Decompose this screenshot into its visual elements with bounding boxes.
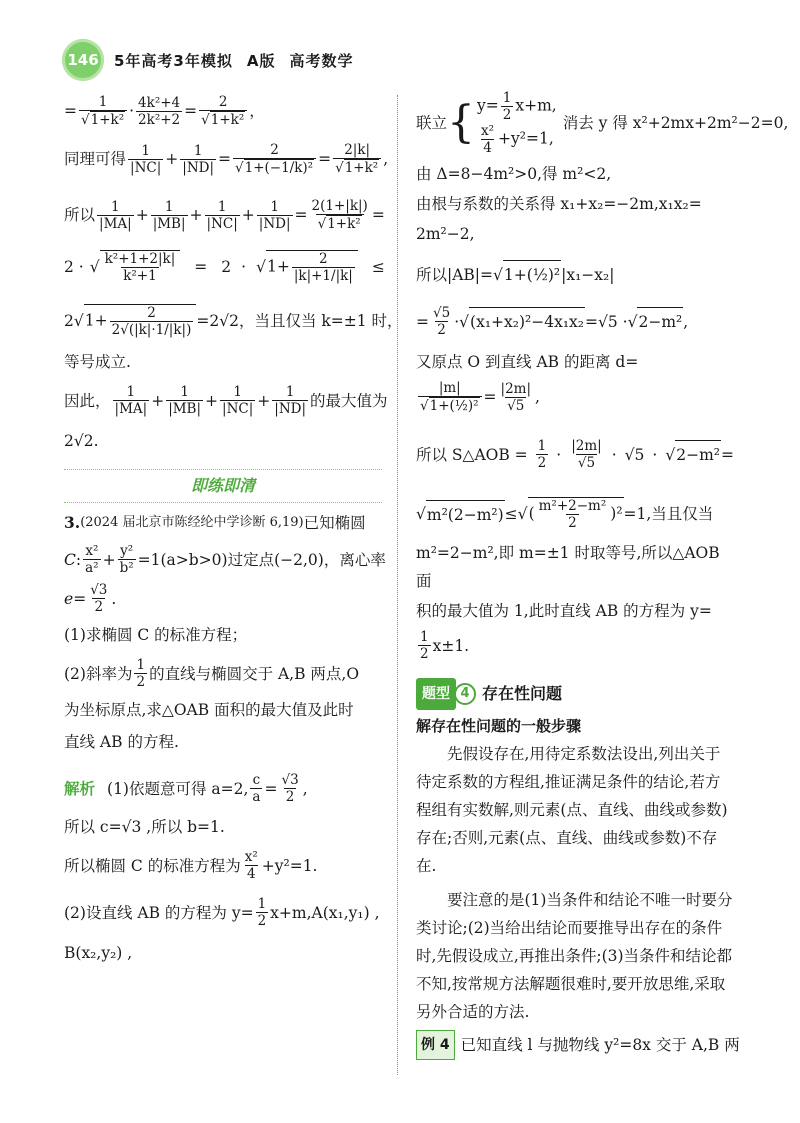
problem-3-line-1: 3. (2024 届北京市陈经纶中学诊断 6,19) 已知椭圆 bbox=[64, 513, 366, 532]
book-title: 5年高考3年模拟 bbox=[114, 51, 233, 70]
page-header bbox=[62, 40, 354, 80]
condition-line-3: $\frac{1}{2}$ x±1. bbox=[420, 629, 470, 662]
solution-line-3: 所以椭圆 C 的标准方程为 $\frac{\text{x²}}{4}$ +y²=1. bbox=[64, 849, 318, 882]
distance-value: |m| √ 1+(½)² = $\frac{|2m|}{√5}$ , bbox=[416, 380, 734, 414]
type-title: 存在性问题 bbox=[482, 684, 563, 703]
steps-subheading: 解存在性问题的一般步骤 bbox=[416, 717, 582, 735]
problem-3-line-2: C : $\frac{\text{x²}}{\text{a²}}$ + $\frac{\text{y²}}{\text{b²}}$ =1(a>b>0) 过定点(−2,0)，离心率 bbox=[64, 543, 386, 576]
math-line-bound: 2 √ 1+ $\frac{2}{2√(|k|\cdot 1/|k|)}$ =2√2 ，当且仅当 k=±1 时， bbox=[64, 304, 382, 338]
problem-3-line-3: e = $\frac{√3}{2}$ . bbox=[64, 582, 117, 615]
question-type-header bbox=[416, 678, 734, 710]
steps-paragraph-2: 要注意的是(1)当条件和结论不唯一时要分类讨论;(2)当给出结论而要推导出存在的条件时,先假设成立,再推出条件;(3)当条件和结论都不知,按常规方法解题很难时,要开放思维,采取另外合适的方法. bbox=[416, 891, 733, 1021]
type-tag: 题型 bbox=[416, 678, 456, 710]
vieta-line-2: 2m²−2, bbox=[416, 225, 475, 243]
ab-length-line: 所以|AB|= √ 1+(½)² |x₁−x₂| bbox=[416, 260, 734, 289]
area-ineq-line: √ m²(2−m²) ≤ √ ( $\frac{\text{m²+2−m²}}{2}$ )² =1,当且仅当 bbox=[416, 497, 734, 531]
math-line-sum: 所以 $\frac{1}{|MA|}$ + $\frac{1}{|MB|}$ + $\frac{1}{|NC|}$ + $\frac{1}{|ND|}$ = 2(1+|k|) √ 1+k² = bbox=[64, 198, 382, 232]
math-line-1: = 1 √ 1+k² · $\frac{\text{4k²+4}}{\text{2k²+2}}$ = 2 √ 1+k² ， bbox=[64, 94, 382, 128]
math-line-ineq: 2 · √ $\frac{\text{k²+1+2|k|}}{\text{k²+1}}$ = 2 · √ 1+ $\frac{2}{|k|+1/|k|}$ ≤ bbox=[64, 250, 382, 284]
math-line-hence: 因此， $\frac{1}{|MA|}$ + $\frac{1}{|MB|}$ + $\frac{1}{|NC|}$ + $\frac{1}{|ND|}$ 的最大值为 bbox=[64, 384, 388, 417]
question-2-line-2: 为坐标原点,求△OAB 面积的最大值及此时 bbox=[64, 701, 354, 719]
column-divider bbox=[397, 95, 398, 1075]
solution-line-5: B(x₂,y₂) , bbox=[64, 944, 133, 962]
joint-system: 联立 { y= $\frac{1}{2}$ x+m, $\frac{\text{x²}}{4}$ +y²=1, 消去 y 得 x²+2mx+2m²−2=0, bbox=[416, 90, 789, 156]
ab-length-line-2: = $\frac{√5}{2}$ · √ (x₁+x₂)²−4x₁x₂ =√5 · √ 2−m² , bbox=[416, 305, 734, 338]
subject-label: 高考数学 bbox=[289, 51, 354, 70]
area-line: 所以 S△AOB = $\frac{1}{2}$ · $\frac{|2m|}{√5}$ · √5 · √ 2−m² = bbox=[416, 438, 734, 471]
example-4-line: 例 4 已知直线 l 与抛物线 y²=8x 交于 A,B 两 bbox=[416, 1030, 734, 1060]
solution-line-1: 解析 (1)依题意可得 a=2, $\frac{c}{a}$ = $\frac{√3}{2}$ , bbox=[64, 772, 308, 805]
left-column bbox=[64, 90, 403, 967]
solution-label: 解析 bbox=[64, 779, 96, 798]
max-value: 2√2. bbox=[64, 432, 99, 450]
eq-holds-text: 等号成立. bbox=[64, 353, 131, 371]
solution-line-2: 所以 c=√3 ,所以 b=1. bbox=[64, 818, 225, 836]
distance-line: 又原点 O 到直线 AB 的距离 d= bbox=[416, 353, 639, 371]
page-number-badge: 146 bbox=[62, 39, 104, 81]
question-1: (1)求椭圆 C 的标准方程； bbox=[64, 626, 248, 644]
vieta-line: 由根与系数的关系得 x₁+x₂=−2m,x₁x₂= bbox=[416, 195, 702, 213]
question-2-line-3: 直线 AB 的方程. bbox=[64, 733, 179, 751]
condition-line-2: 积的最大值为 1,此时直线 AB 的方程为 y= bbox=[416, 602, 712, 620]
condition-line-1: m²=2−m²,即 m=±1 时取等号,所以△AOB 面 bbox=[416, 544, 720, 590]
type-number: 4 bbox=[454, 683, 476, 705]
edition-label: A版 bbox=[246, 51, 276, 70]
right-column bbox=[416, 90, 789, 1060]
practice-banner: 即练即清 bbox=[64, 469, 382, 503]
example-tag: 例 4 bbox=[416, 1030, 455, 1060]
solution-line-4: (2)设直线 AB 的方程为 y= $\frac{1}{2}$ x+m,A(x₁,y₁) , bbox=[64, 896, 380, 929]
steps-paragraph-1: 先假设存在,用待定系数法设出,列出关于待定系数的方程组,推证满足条件的结论,若方程组有实数解,则元素(点、直线、曲线或参数)存在;否则,元素(点、直线、曲线或参数)不存在. bbox=[416, 745, 728, 875]
math-line-similar: 同理可得 $\frac{1}{|NC|}$ + $\frac{1}{|ND|}$ = 2 √ 1+(−1/k)² = 2|k| √ 1+k² , bbox=[64, 142, 382, 176]
question-2-line-1: (2)斜率为 $\frac{1}{2}$ 的直线与椭圆交于 A,B 两点,O bbox=[64, 657, 360, 690]
delta-line: 由 Δ=8−4m²>0,得 m²<2, bbox=[416, 165, 612, 183]
